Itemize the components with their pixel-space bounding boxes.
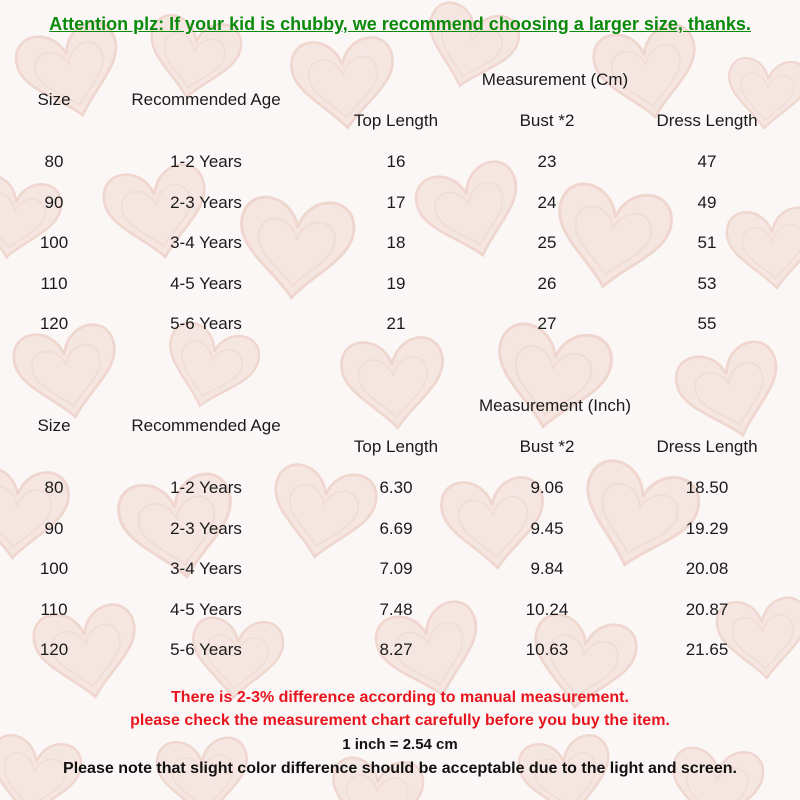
bust-cell: 26 [537,273,557,293]
size-header: Size [37,416,71,435]
age-cell: 2-3 Years [170,518,242,538]
dress-length-header: Dress Length [656,111,758,130]
dress-length-cell: 51 [697,233,717,252]
age-cell: 4-5 Years [170,599,242,619]
dress-length-header: Dress Length [656,437,758,456]
bust-cell: 27 [537,314,557,333]
size-cell: 120 [39,640,69,659]
dress-length-cell: 18.50 [685,478,729,497]
age-cell: 3-4 Years [170,233,242,252]
bust-header: Bust *2 [519,437,575,456]
top-length-cell: 19 [386,273,406,293]
size-cell: 80 [44,478,64,497]
dress-length-cell: 21.65 [685,640,729,659]
top-length-cell: 17 [386,192,406,212]
bust-cell: 9.45 [530,518,564,538]
bust-cell: 23 [537,152,557,171]
top-length-cell: 7.09 [379,559,413,578]
bust-cell: 10.24 [525,599,569,619]
size-cell: 120 [39,314,69,333]
inch-conversion-note: 1 inch = 2.54 cm [342,736,458,753]
top-length-cell: 16 [386,152,406,171]
age-cell: 3-4 Years [170,559,242,578]
attention-banner: Attention plz: If your kid is chubby, we recommend choosing a larger size, thanks. [49,14,751,34]
age-cell: 4-5 Years [170,273,242,293]
top-length-cell: 6.69 [379,518,413,538]
check-chart-note: please check the measurement chart carefully before you buy the item. [130,712,670,729]
age-cell: 2-3 Years [170,192,242,212]
dress-length-cell: 53 [697,273,717,293]
age-cell: 5-6 Years [170,640,242,659]
top-length-cell: 8.27 [379,640,413,659]
recommended-age-header: Recommended Age [131,90,281,109]
top-length-header: Top Length [353,111,439,130]
measurement-group-header: Measurement (Cm) [481,70,629,89]
bust-cell: 24 [537,192,557,212]
top-length-cell: 7.48 [379,599,413,619]
recommended-age-header: Recommended Age [131,416,281,435]
size-header: Size [37,90,71,109]
top-length-cell: 21 [386,314,406,333]
size-cell: 110 [40,273,68,293]
top-length-cell: 6.30 [379,478,413,497]
color-difference-note: Please note that slight color difference should be acceptable due to the light and screen. [63,760,737,777]
bust-cell: 9.06 [530,478,564,497]
dress-length-cell: 20.87 [685,599,729,619]
dress-length-cell: 47 [697,152,717,171]
bust-cell: 10.63 [525,640,569,659]
top-length-header: Top Length [353,437,439,456]
bust-header: Bust *2 [519,111,575,130]
measurement-difference-note: There is 2-3% difference according to manual measurement. [171,689,629,706]
dress-length-cell: 55 [697,314,717,333]
bust-cell: 9.84 [530,559,564,578]
age-cell: 1-2 Years [170,152,242,171]
age-cell: 5-6 Years [170,314,242,333]
size-cell: 100 [39,559,69,578]
dress-length-cell: 49 [697,192,717,212]
size-cell: 80 [44,152,64,171]
size-cell: 100 [39,233,69,252]
size-cell: 90 [44,518,64,538]
size-cell: 90 [44,192,64,212]
measurement-group-header: Measurement (Inch) [478,396,632,415]
dress-length-cell: 20.08 [685,559,729,578]
age-cell: 1-2 Years [170,478,242,497]
top-length-cell: 18 [386,233,406,252]
bust-cell: 25 [537,233,557,252]
dress-length-cell: 19.29 [685,518,729,538]
size-cell: 110 [40,599,68,619]
